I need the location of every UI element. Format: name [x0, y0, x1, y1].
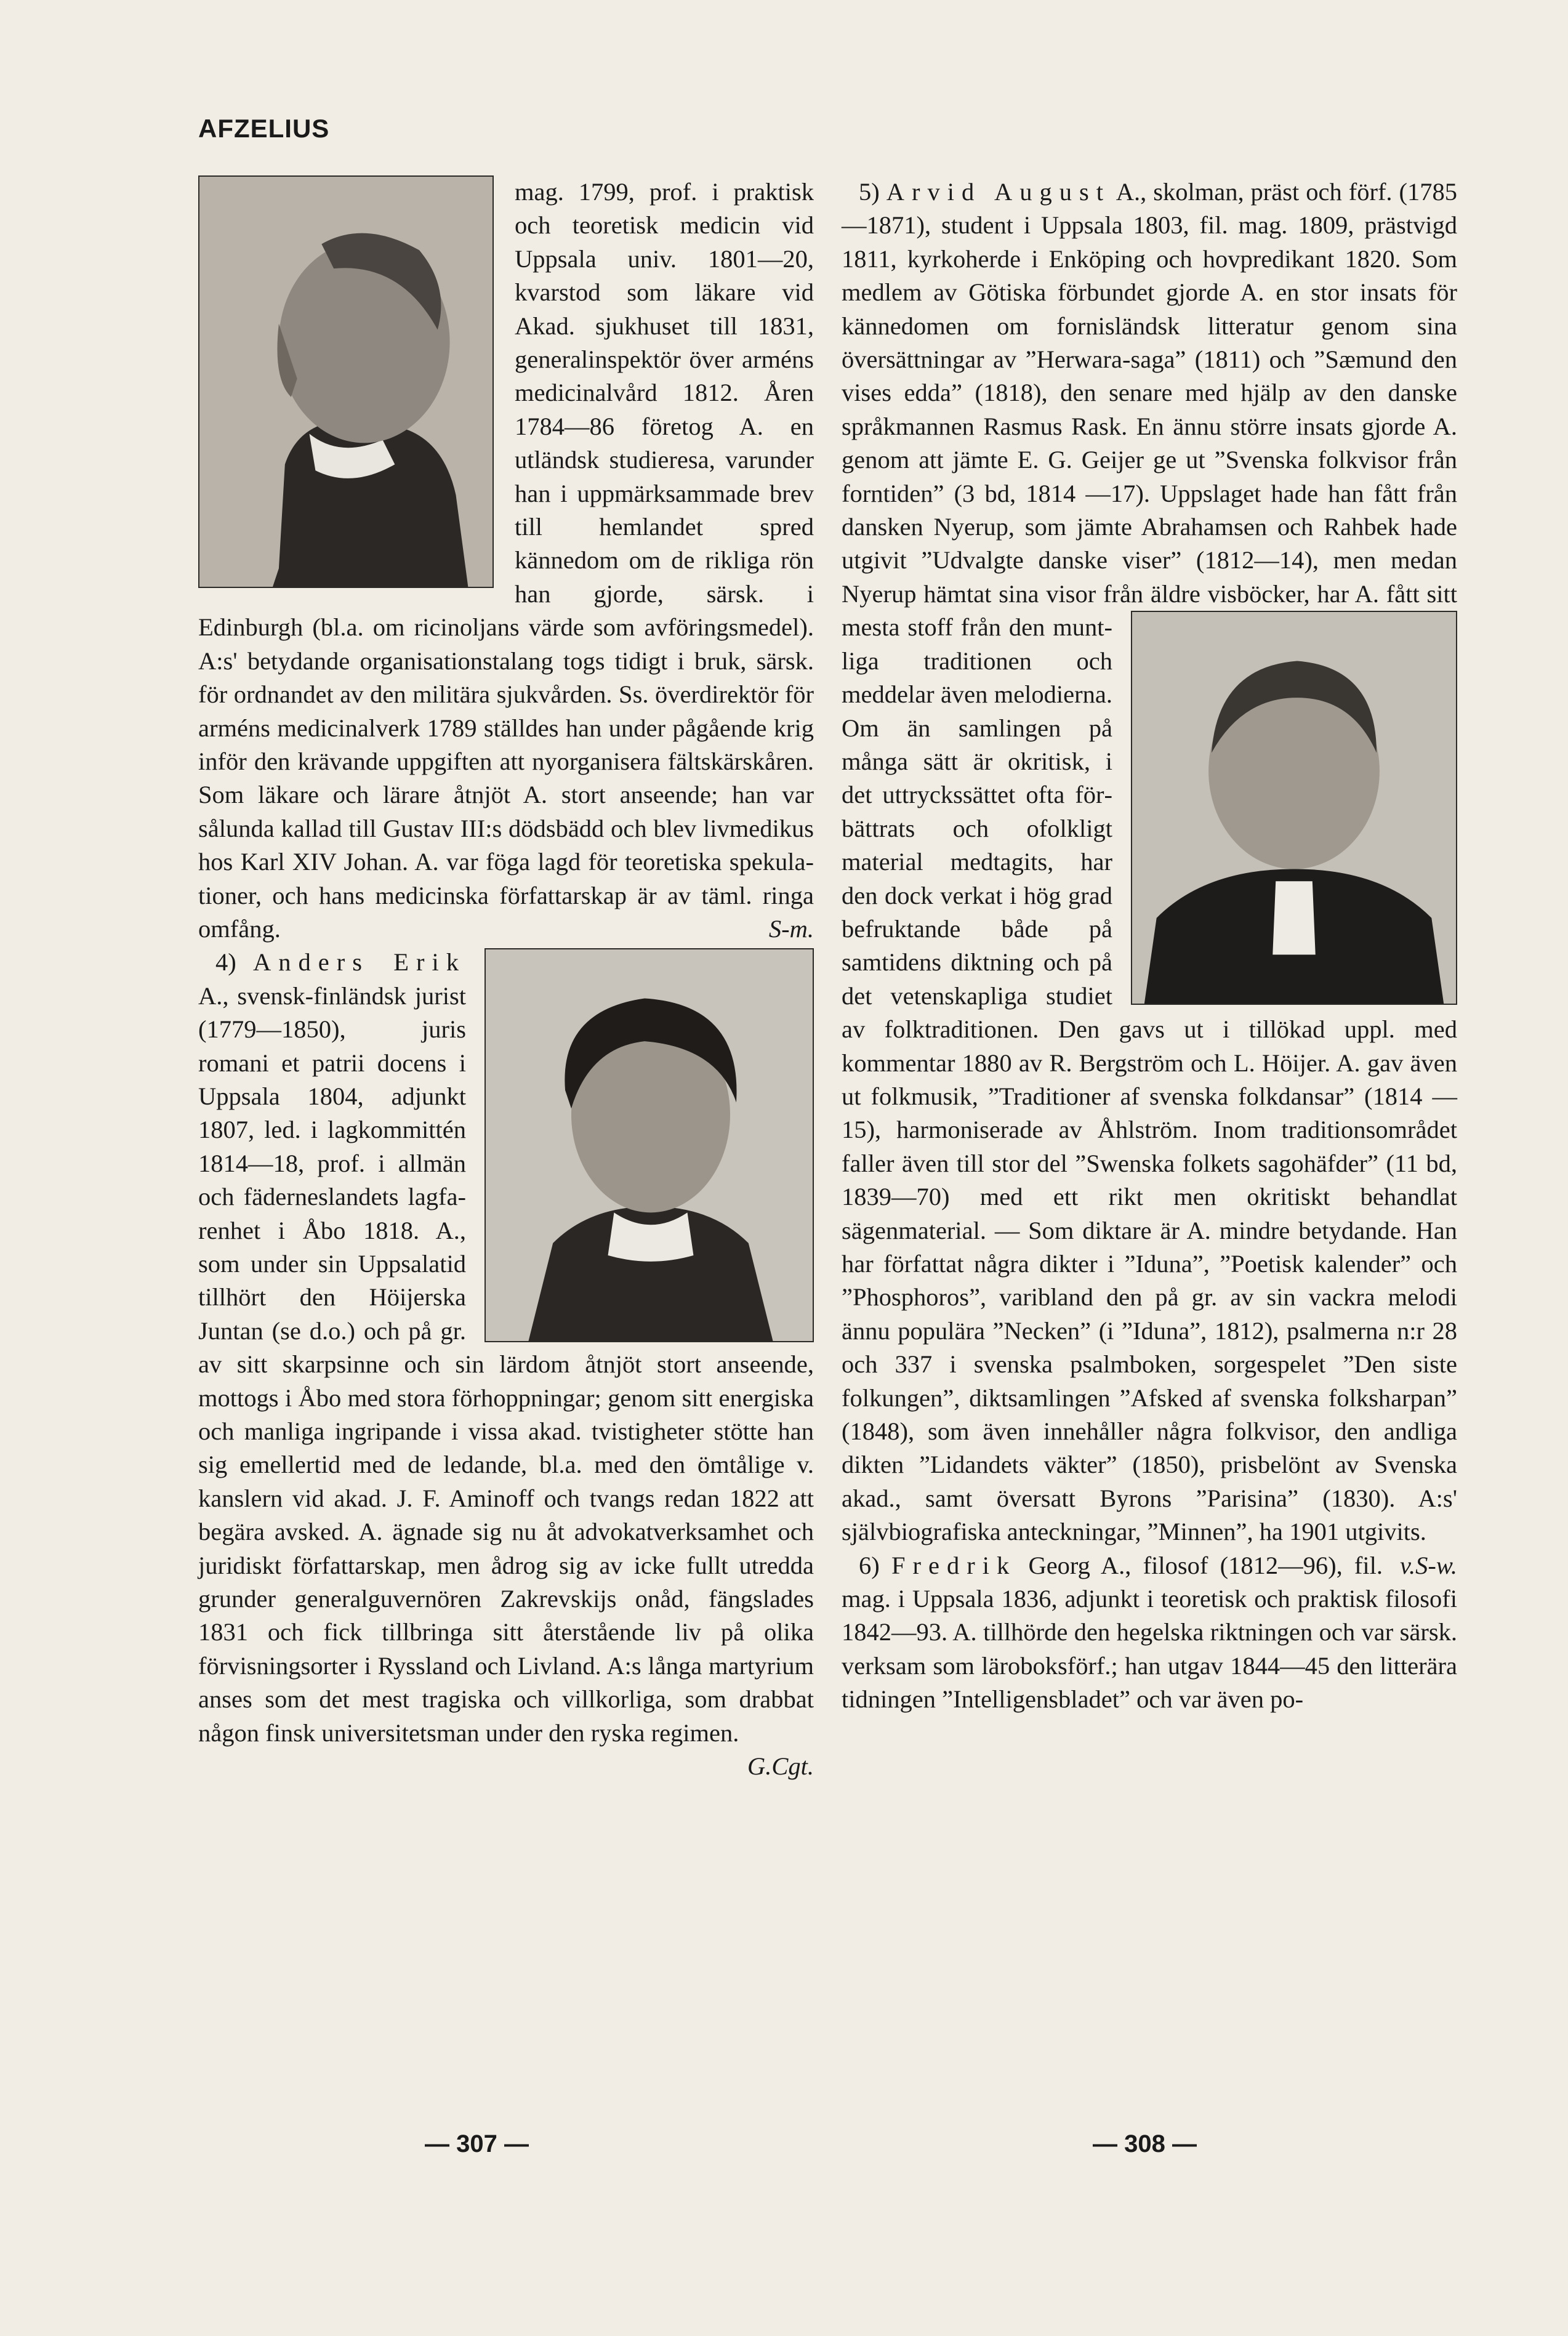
portrait-anders-erik	[484, 948, 814, 1342]
entry-name: Fredrik	[891, 1551, 1017, 1579]
author-signature: G.Cgt.	[747, 1752, 814, 1781]
entry-fredrik-georg: 6) Fredrik Georg A., filosof (1812—96), fil. mag. i Uppsala 1836, adjunkt i teoretisk och praktisk filosofi 1842—93. A. tillhörde den hegelska riktningen och var särsk. verksam som läroboksförf.; han utgav 1844—45 den litterära tidningen ”Intelligensbladet” och var även po-	[842, 1551, 1457, 1714]
portrait-silhouette-icon	[1132, 612, 1456, 1004]
left-column	[198, 175, 814, 1784]
author-signature: S-m.	[768, 914, 814, 943]
running-header: AFZELIUS	[198, 114, 330, 143]
right-column	[842, 175, 1457, 1717]
portrait-silhouette-icon	[486, 949, 813, 1341]
paragraph-afzelius-continued: mag. 1799, prof. i praktisk och teoretisk medicin vid Uppsala univ. 1801—20, kvarstod som läkare vid Akad. sjukhuset till 1831, generalinspektör över arméns medicinalvård 1812. Åren 1784—86 företog A. en utländsk studieresa, varunder han i uppmärksammade brev till hemlandet spred kännedom om de rikliga rön han gjorde, särsk. i Edinburgh (bl.a. om ricinoljans värde som avföringsmedel). A:s' betydande organisationstalang togs tidigt i bruk, särsk. för ordnandet av den militära sjukvården. Ss. överdirektör för arméns medicinalverk 1789 ställdes han under pågående krig inför den krävande uppgiften att nyorganisera fältskärskåren. Som läkare och lärare åtnjöt A. stort anseende; han var sålunda kallad till Gustav III:s dödsbädd och blev livmedikus hos Karl XIV Johan. A. var föga lagd för teoretiska spekulationer, och hans medicinska författarskap är av täml. ringa omfång. S-m.	[198, 175, 814, 946]
portrait-afzelius	[198, 175, 494, 588]
entry-name: Anders Erik	[253, 948, 467, 977]
page-number-left: — 307 —	[425, 2130, 529, 2157]
portrait-silhouette-icon	[199, 177, 493, 587]
author-signature: v.S-w.	[1400, 1551, 1457, 1579]
entry-name: Arvid August	[886, 178, 1111, 206]
entry-arvid-august: 5) Arvid August A., skolman, präst och förf. (1785—1871), student i Uppsala 1803, fil. mag. 1809, prästvigd 1811, kyrkoherde i Enköping och hovpredikant 1820. Som medlem av Götiska förbundet gjorde A. en stor insats för kännedomen om fornisländsk litteratur genom sina översättningar av ”Herwara-saga” (1811) och ”Sæmund den vises edda” (1818), den senare med hjälp av den danske språkmannen Rasmus Rask. En ännu större insats gjorde A. genom att jämte E. G. Geijer ge ut ”Svenska folkvisor från forntiden” (3 bd, 1814 —17). Uppslaget hade han fått från dansken Nyerup, som jämte Abrahamsen och Rahbek hade utgivit ”Udvalgte danske viser” (1812—14), men medan Nyerup hämtat sina visor från äldre visböcker, har A. fått sitt mesta stoff från den muntliga traditionen och meddelar även melodierna. Om än samlingen på många sätt är okritisk, i det uttryckssättet ofta förbättrats och ofolkligt material medtagits, har den dock verkat i hög grad befruktande både på samtidens diktning och på det vetenskapliga studiet av folktraditionen. Den gavs ut i tillökad uppl. med kommentar 1880 av R. Bergström och L. Höijer. A. gav även ut folkmusik, ”Traditioner af svenska folkdansar” (1814 —15), harmoniserade av Åhlström. Inom traditionsområdet faller även till stor del ”Swenska folkets sagohäfder” (11 bd, 1839—70) med ett rikt men okritiskt behandlat sägenmaterial. — Som diktare är A. mindre betydande. Han har författat några dikter i ”Iduna”, ”Poetisk kalender” och ”Phosphoros”, varibland den på gr. av sin vackra melodi ännu populära ”Necken” (i ”Iduna”, 1812), psalmerna n:r 28 och 337 i svenska psalmboken, sorgespelet ”Den siste folkungen”, diktsamlingen ”Afsked af svenska folksharpan” (1848), som även innehåller några folkvisor, den andliga dikten ”Lidandets väkter” (1850), prisbelönt av Svenska akad., samt översatt Byrons ”Parisina” (1830). A:s' självbiografiska anteckningar, ”Minnen”, ha 1901 utgivits. v.S-w.	[842, 175, 1457, 1549]
portrait-arvid-august	[1131, 611, 1457, 1005]
page-number-right: — 308 —	[1093, 2130, 1197, 2157]
entry-anders-erik: 4) Anders Erik A., svensk-finländsk jurist (1779—1850), juris romani et patrii docens i Uppsala 1804, adjunkt 1807, led. i lagkommittén 1814—18, prof. i allmän och fäderneslandets lagfarenhet i Åbo 1818. A., som under sin Uppsalatid tillhört den Höijerska Juntan (se d.o.) och på gr. av sitt skarpsinne och sin lärdom åtnjöt stort anseende, mottogs i Åbo med stora förhoppningar; genom sitt energiska och manliga ingripande i vissa akad. tvistigheter stötte han sig emellertid med de ledande, bl.a. med den ömtålige v. kanslern vid akad. J. F. Aminoff och tvangs redan 1822 att begära avsked. A. ägnade sig nu åt advokatverksamhet och juridiskt författarskap, men ådrog sig av icke fullt utredda grunder generalguvernören Zakrevskijs onåd, fängslades 1831 och fick tillbringa sitt återstående liv på olika förvisningsorter i Ryssland och Livland. A:s långa martyrium anses som det mest tragiska och villkorliga, som drabbat någon finsk universitetsman under den ryska regimen. G.Cgt.	[198, 946, 814, 1750]
